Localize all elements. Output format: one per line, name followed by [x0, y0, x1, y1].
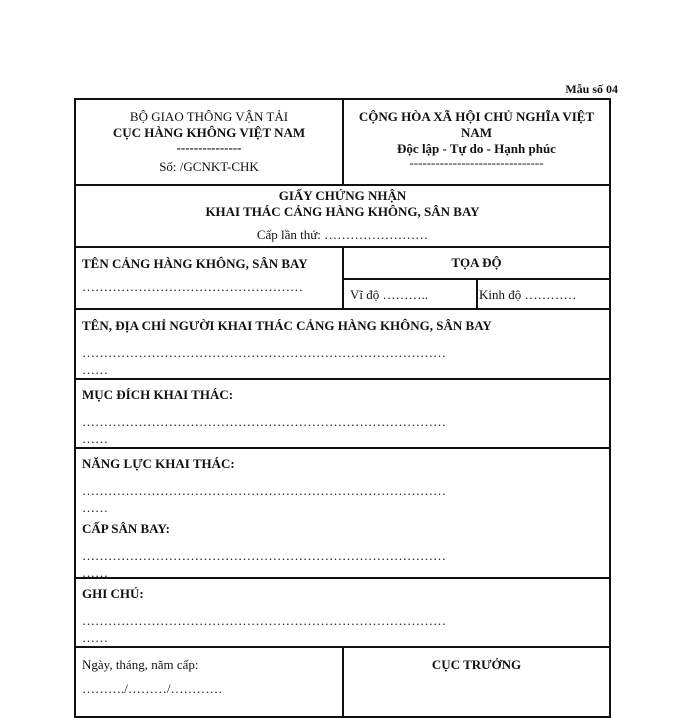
issue-date-cell	[76, 648, 342, 716]
issue-count: Cấp lần thứ: ……………………	[256, 227, 429, 242]
airport-coordinates-row	[76, 246, 609, 308]
header-row	[76, 100, 609, 184]
operator-row	[76, 308, 609, 378]
operator-dots-line1: …………………………………………………………………………	[82, 345, 446, 360]
airport-grade-dots-line1: …………………………………………………………………………	[82, 548, 446, 563]
issue-date-dots: ………./………/…………	[82, 681, 223, 696]
capacity-dots-line1: …………………………………………………………………………	[82, 483, 446, 498]
signer-title: CỤC TRƯỞNG	[431, 657, 522, 672]
footer-row	[76, 646, 609, 716]
longitude-field: Kinh độ …………	[479, 287, 577, 302]
department-name: CỤC HÀNG KHÔNG VIỆT NAM	[112, 125, 306, 140]
airport-grade-label: CẤP SÂN BAY:	[82, 521, 170, 536]
capacity-row	[76, 447, 609, 580]
capacity-dots-line2: ……	[82, 500, 108, 515]
latitude-field: Vĩ độ ………..	[350, 287, 428, 302]
airport-name-dots: ……………………………………………	[82, 279, 303, 294]
purpose-dots-line1: …………………………………………………………………………	[82, 414, 446, 429]
country-name-line2: NAM	[460, 125, 493, 140]
purpose-label: MỤC ĐÍCH KHAI THÁC:	[82, 387, 234, 402]
notes-row	[76, 577, 609, 646]
signature-cell	[342, 648, 609, 716]
operator-label: TÊN, ĐỊA CHỈ NGƯỜI KHAI THÁC CẢNG HÀNG KHÔNG, SÂN BAY	[82, 318, 492, 333]
left-separator: ---------------	[176, 140, 242, 155]
right-separator: -------------------------------	[409, 155, 544, 170]
operator-dots-line2: ……	[82, 362, 108, 377]
airport-name-cell	[76, 248, 342, 308]
capacity-label: NĂNG LỰC KHAI THÁC:	[82, 456, 235, 471]
airport-grade-dots-line2: ……	[82, 565, 108, 580]
certificate-form	[74, 98, 611, 718]
certificate-title-line1: GIẤY CHỨNG NHẬN	[278, 188, 407, 203]
issue-date-label: Ngày, tháng, năm cấp:	[82, 657, 199, 672]
issuing-authority	[76, 100, 342, 184]
purpose-dots-line2: ……	[82, 431, 108, 446]
notes-dots-line2: ……	[82, 630, 108, 645]
form-number: Mẫu số 04	[565, 82, 618, 96]
coordinates-values	[344, 278, 609, 308]
country-name-line1: CỘNG HÒA XÃ HỘI CHỦ NGHĨA VIỆT	[358, 109, 595, 124]
national-header	[342, 100, 609, 184]
national-motto: Độc lập - Tự do - Hạnh phúc	[397, 141, 556, 156]
coordinates-label: TỌA ĐỘ	[451, 255, 502, 270]
notes-label: GHI CHÚ:	[82, 586, 144, 601]
latitude-cell	[344, 280, 476, 308]
ministry-name: BỘ GIAO THÔNG VẬN TẢI	[129, 109, 289, 124]
purpose-row	[76, 378, 609, 447]
airport-name-label: TÊN CẢNG HÀNG KHÔNG, SÂN BAY	[82, 256, 308, 271]
notes-dots-line1: …………………………………………………………………………	[82, 613, 446, 628]
longitude-cell	[476, 280, 609, 308]
document-number: Số: /GCNKT-CHK	[159, 159, 259, 174]
coordinates-cell	[342, 248, 609, 308]
certificate-title-line2: KHAI THÁC CẢNG HÀNG KHÔNG, SÂN BAY	[205, 204, 480, 219]
title-row	[76, 184, 609, 246]
